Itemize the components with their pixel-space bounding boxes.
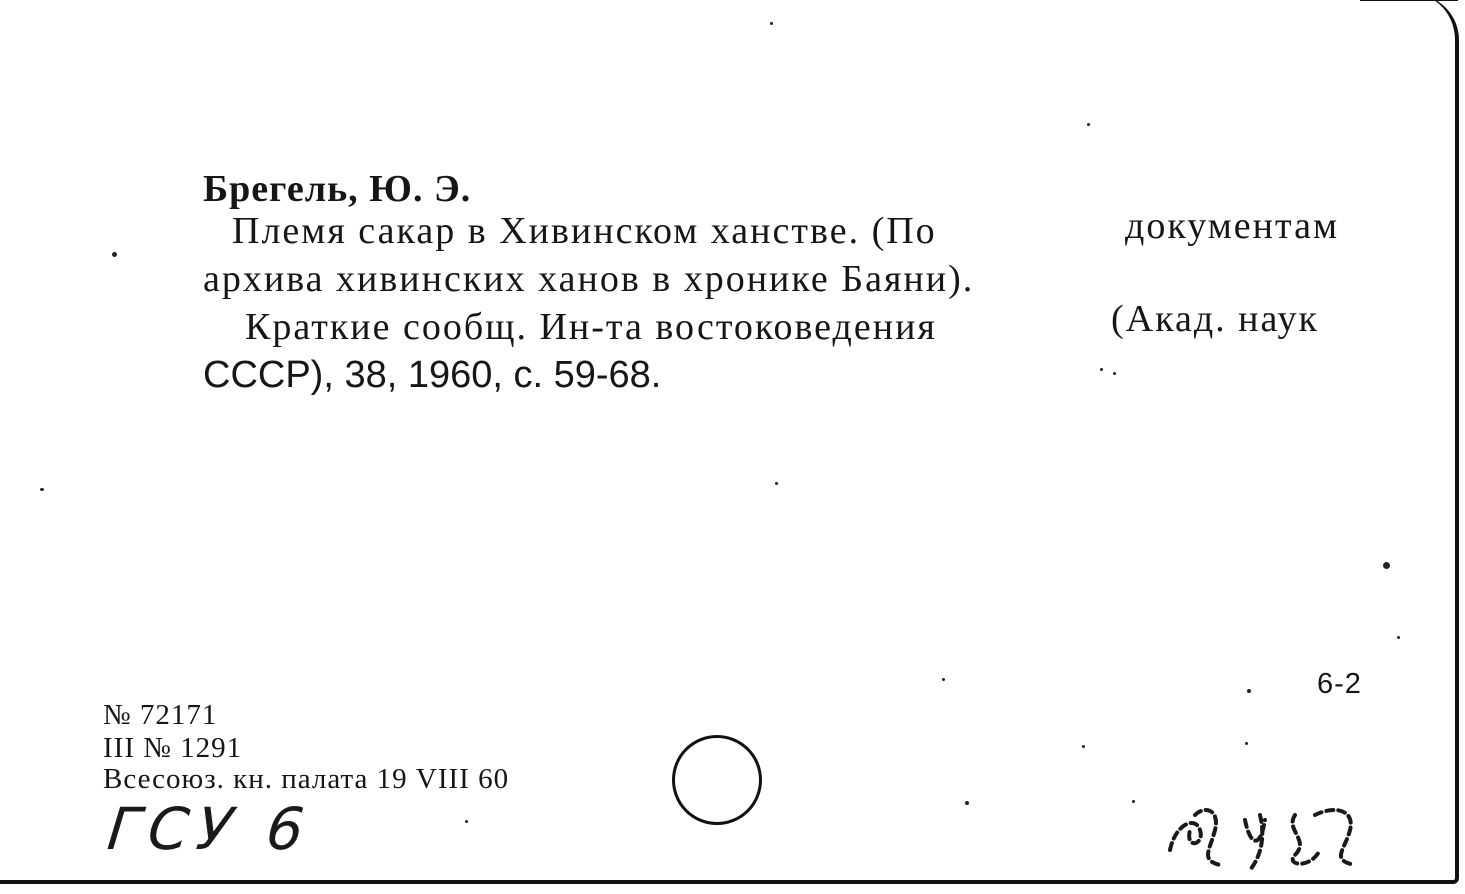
speck bbox=[1383, 562, 1390, 569]
speck bbox=[112, 252, 117, 257]
speck bbox=[1113, 372, 1116, 375]
price-code: 6-2 bbox=[1317, 668, 1362, 700]
title-line-1-end: документам bbox=[1125, 205, 1339, 247]
title-line-1: Племя сакар в Хивинском ханстве. (По bbox=[232, 210, 937, 252]
speck bbox=[1087, 123, 1090, 126]
author-name: Брегель, Ю. Э. bbox=[203, 168, 472, 210]
speck bbox=[465, 820, 468, 823]
source-line-1-end: (Акад. наук bbox=[1111, 298, 1319, 340]
speck bbox=[1100, 368, 1103, 371]
speck bbox=[1397, 636, 1400, 639]
series-number: III № 1291 bbox=[103, 732, 243, 764]
speck bbox=[770, 22, 773, 25]
speck bbox=[775, 482, 778, 485]
stamp-circle bbox=[672, 735, 762, 825]
speck bbox=[1245, 742, 1248, 745]
speck bbox=[942, 678, 945, 681]
handwritten-signature bbox=[1150, 790, 1380, 875]
card-border-top bbox=[1360, 0, 1458, 3]
speck bbox=[1082, 745, 1085, 748]
source-line-2: СССР), 38, 1960, с. 59-68. bbox=[203, 354, 662, 396]
speck bbox=[965, 801, 969, 805]
speck bbox=[1132, 800, 1135, 803]
source-line-1: Краткие сообщ. Ин-та востоковедения bbox=[245, 306, 937, 348]
imprint: Всесоюз. кн. палата 19 VIII 60 bbox=[103, 763, 510, 795]
catalog-number: № 72171 bbox=[103, 699, 218, 731]
handwritten-note: ГСУ 6 bbox=[104, 795, 316, 863]
speck bbox=[1247, 689, 1251, 693]
speck bbox=[40, 488, 44, 491]
title-line-2: архива хивинских ханов в хронике Баяни). bbox=[203, 258, 975, 300]
